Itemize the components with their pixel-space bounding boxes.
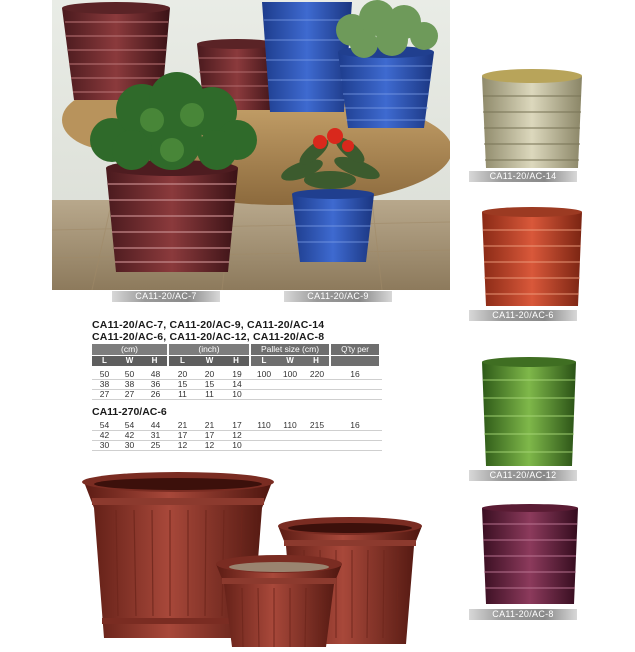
table-cell <box>251 380 277 389</box>
table-cell: 14 <box>232 379 242 389</box>
header-inch: (inch) <box>169 344 249 355</box>
table-cell: 110 <box>283 420 297 430</box>
table-cell <box>303 431 331 440</box>
table-cell: 27 <box>99 389 110 399</box>
caption-ac14: CA11-20/AC-14 <box>469 171 577 182</box>
table-cell <box>303 390 331 399</box>
size-spec-table <box>92 344 382 451</box>
caption-ac7: CA11-20/AC-7 <box>112 291 220 302</box>
table-cell <box>251 431 277 440</box>
table-cell: 27 <box>124 389 135 399</box>
table-cell: 110 <box>257 420 271 430</box>
table-cell: 54 <box>99 420 110 430</box>
table-cell: 215 <box>309 420 325 430</box>
table-subtitle-b: CA11-270/AC-6 <box>92 406 167 418</box>
table-cell <box>277 431 303 440</box>
lwh-label <box>331 356 379 366</box>
table-cell: 11 <box>178 389 187 399</box>
table-cell: 10 <box>232 440 242 450</box>
lwh-label: L <box>251 356 277 366</box>
table-rows-group-a <box>92 370 382 400</box>
caption-ac12: CA11-20/AC-12 <box>469 470 577 481</box>
table-cell <box>251 441 277 450</box>
pot-photo-ac12 <box>481 356 577 466</box>
table-cell: 11 <box>205 389 214 399</box>
table-cell: 12 <box>177 440 188 450</box>
table-cell <box>331 390 379 399</box>
table-cell: 100 <box>282 369 298 379</box>
table-cell: 31 <box>150 430 161 440</box>
lwh-label: H <box>223 356 249 366</box>
table-cell: 44 <box>150 420 161 430</box>
table-cell <box>277 390 303 399</box>
table-cell: 16 <box>350 420 360 430</box>
header-pallet-size: Pallet size (cm) <box>251 344 329 355</box>
table-cell: 50 <box>124 369 135 379</box>
lwh-label: W <box>117 356 142 366</box>
small-brown-red-pot <box>216 555 342 647</box>
table-cell: 42 <box>124 430 135 440</box>
table-cell: 50 <box>99 369 110 379</box>
table-cell: 38 <box>124 379 135 389</box>
table-cell <box>277 380 303 389</box>
pot-photo-ac6 <box>481 206 583 306</box>
table-cell: 21 <box>177 420 188 430</box>
table-cell <box>331 380 379 389</box>
table-cell: 15 <box>177 379 188 389</box>
table-cell <box>303 441 331 450</box>
table-cell: 15 <box>204 379 215 389</box>
lwh-label: L <box>169 356 196 366</box>
table-cell <box>331 431 379 440</box>
table-cell: 12 <box>204 440 215 450</box>
header-qty-per-pallet: Q'ty per <box>331 344 379 355</box>
lwh-label: L <box>92 356 117 366</box>
table-cell: 42 <box>99 430 110 440</box>
table-cell: 17 <box>177 430 188 440</box>
table-cell: 54 <box>124 420 135 430</box>
table-cell: 30 <box>124 440 135 450</box>
lwh-label: W <box>196 356 223 366</box>
table-cell <box>251 390 277 399</box>
table-cell: 220 <box>309 369 325 379</box>
lwh-label: H <box>303 356 329 366</box>
table-cell: 38 <box>99 379 110 389</box>
table-cell <box>277 441 303 450</box>
back-blue-tall-pot <box>262 2 352 112</box>
lwh-label: W <box>277 356 303 366</box>
bottom-pots-photo <box>76 468 428 647</box>
main-outdoor-photo <box>52 0 450 290</box>
table-rows-group-b <box>92 421 382 451</box>
table-cell: 48 <box>150 369 161 379</box>
garden-scene-illustration <box>52 0 450 290</box>
pot-photo-ac14 <box>481 68 583 168</box>
table-cell: 26 <box>150 389 161 399</box>
table-cell: 36 <box>150 379 161 389</box>
table-cell: 19 <box>232 369 242 379</box>
table-cell: 25 <box>150 440 161 450</box>
table-group-header <box>92 344 382 355</box>
table-cell: 12 <box>232 430 242 440</box>
table-row <box>92 390 382 400</box>
lwh-label: H <box>142 356 167 366</box>
table-cell: 17 <box>232 420 242 430</box>
table-cell: 17 <box>204 430 215 440</box>
product-codes-line-2: CA11-20/AC-6, CA11-20/AC-12, CA11-20/AC-8 <box>92 331 325 343</box>
product-codes-line-1: CA11-20/AC-7, CA11-20/AC-9, CA11-20/AC-14 <box>92 319 325 331</box>
table-cell: 16 <box>350 369 360 379</box>
table-cell <box>331 441 379 450</box>
caption-ac8: CA11-20/AC-8 <box>469 609 577 620</box>
table-cell <box>303 380 331 389</box>
table-cell: 100 <box>256 369 272 379</box>
table-cell: 21 <box>204 420 215 430</box>
table-row <box>92 441 382 451</box>
table-cell: 10 <box>232 389 242 399</box>
caption-ac9: CA11-20/AC-9 <box>284 291 392 302</box>
pot-photo-ac8 <box>481 504 579 604</box>
table-cell: 20 <box>204 369 215 379</box>
header-cm: (cm) <box>92 344 167 355</box>
table-cell: 30 <box>99 440 110 450</box>
table-lwh-header <box>92 356 382 366</box>
table-cell: 20 <box>177 369 188 379</box>
caption-ac6: CA11-20/AC-6 <box>469 310 577 321</box>
